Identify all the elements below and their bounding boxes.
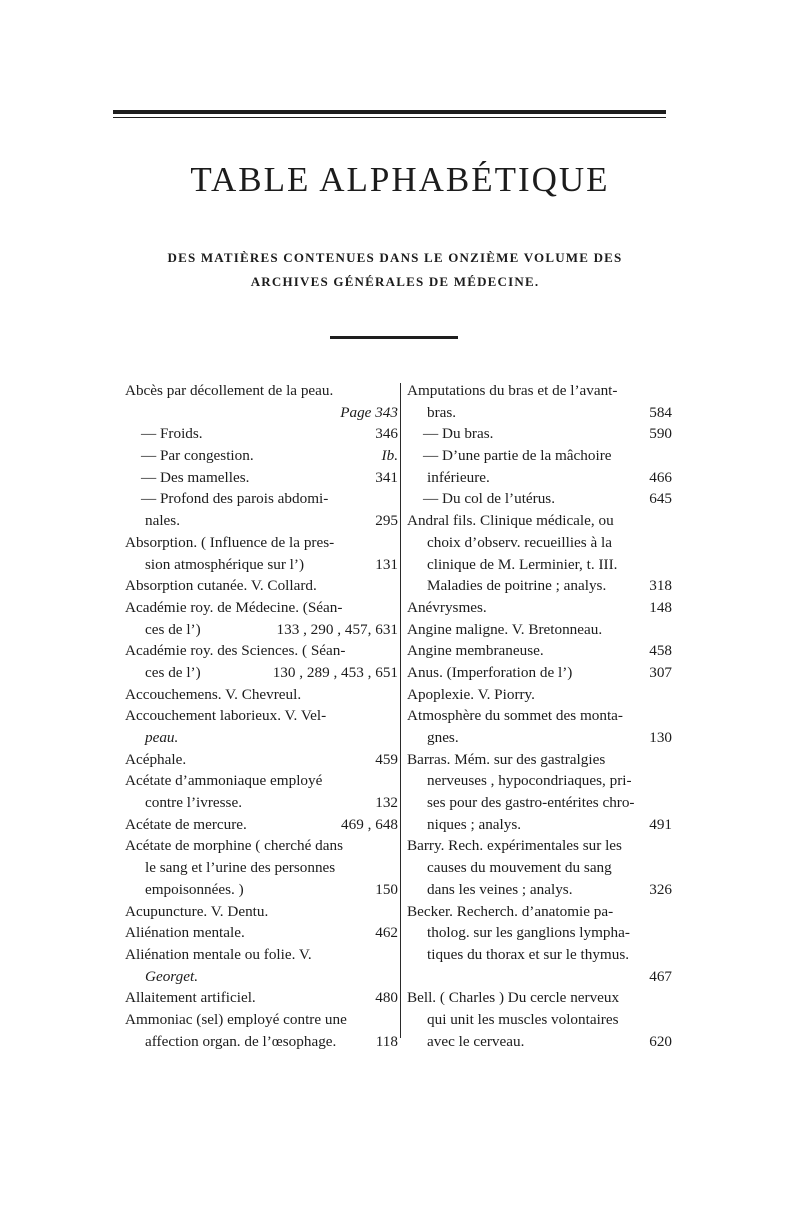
entry-text: Aliénation mentale. (125, 924, 245, 942)
entry-page: 148 (649, 598, 672, 616)
index-entry (407, 814, 672, 836)
index-entry (125, 510, 398, 532)
entry-text: Anus. (Imperforation de l’) (407, 663, 573, 681)
entry-page: 150 (375, 880, 398, 898)
index-entry (407, 1009, 672, 1031)
top-double-rule-thin (113, 117, 666, 118)
entry-page: 132 (375, 794, 398, 812)
entry-page: 469 , 648 (341, 815, 398, 833)
entry-text: Acétate d’ammoniaque employé (125, 772, 323, 790)
entry-text: Bell. ( Charles ) Du cercle nerveux (407, 989, 620, 1007)
index-entry (407, 879, 672, 901)
entry-page: Ib. (381, 447, 398, 465)
entry-text: Atmosphère du sommet des monta- (407, 707, 623, 725)
entry-text: dans les veines ; analys. (427, 880, 573, 898)
entry-text: Accouchemens. V. Chevreul. (125, 685, 302, 703)
page-title: TABLE ALPHABÉTIQUE (190, 160, 610, 199)
top-double-rule-thick (113, 110, 666, 114)
entry-text: ces de l’) (145, 620, 201, 638)
index-entry (407, 597, 672, 619)
entry-text: — Des mamelles. (141, 468, 250, 486)
entry-text: contre l’ivresse. (145, 794, 242, 812)
entry-page: 295 (375, 512, 398, 530)
index-entry (407, 662, 672, 684)
entry-text: Angine maligne. V. Bretonneau. (407, 620, 603, 638)
entry-page: 462 (375, 924, 398, 942)
index-entry (125, 488, 398, 510)
entry-page: 491 (649, 815, 672, 833)
entry-text: Amputations du bras et de l’avant- (407, 382, 618, 399)
entry-text: Acéphale. (125, 750, 187, 768)
entry-page: 130 , 289 , 453 , 651 (272, 663, 398, 681)
index-entry (407, 423, 672, 445)
entry-text: sion atmosphérique sur l’) (145, 555, 305, 573)
entry-page: 346 (375, 425, 398, 443)
entry-text: Académie roy. des Sciences. ( Séan- (125, 642, 346, 660)
entry-page: 318 (649, 577, 672, 595)
index-entry (407, 402, 672, 424)
entry-text: Acupuncture. V. Dentu. (125, 902, 269, 920)
entry-text: — Par congestion. (141, 447, 254, 465)
index-entry (407, 445, 672, 467)
entry-text: Absorption. ( Influence de la pres- (125, 533, 335, 551)
entry-page: 131 (375, 555, 398, 573)
index-entry (125, 554, 398, 576)
entry-page: 480 (375, 989, 398, 1007)
subtitle-line-2: ARCHIVES GÉNÉRALES DE MÉDECINE. (250, 274, 540, 289)
entry-text: gnes. (427, 729, 459, 746)
index-entry (125, 749, 398, 771)
entry-page: 130 (649, 729, 672, 746)
entry-text: — D’une partie de la mâchoire (423, 447, 612, 465)
entry-text: niques ; analys. (427, 815, 522, 833)
index-entry (407, 901, 672, 923)
index-column-right (407, 380, 672, 1052)
index-entry (125, 467, 398, 489)
index-entry (125, 987, 398, 1009)
entry-text: Allaitement artificiel. (125, 989, 256, 1007)
index-entry (407, 488, 672, 510)
entry-text: choix d’observ. recueillies à la (427, 533, 612, 551)
entry-text: empoisonnées. ) (145, 880, 244, 898)
entry-text: Académie roy. de Médecine. (Séan- (125, 598, 343, 616)
entry-text: Andral fils. Clinique médicale, ou (407, 512, 614, 530)
index-entry (125, 857, 398, 879)
index-entry (407, 966, 672, 988)
index-entry (407, 857, 672, 879)
entry-page: 326 (649, 880, 672, 898)
index-entry (407, 987, 672, 1009)
entry-text: affection organ. de l’œsophage. (145, 1032, 337, 1050)
entry-page: 466 (649, 468, 672, 486)
index-entry (407, 554, 672, 576)
entry-text: Apoplexie. V. Piorry. (407, 685, 535, 703)
index-entry (407, 792, 672, 814)
entry-text: Georget. (145, 967, 199, 985)
entry-page: 133 , 290 , 457, 631 (276, 620, 398, 638)
index-entry (407, 619, 672, 641)
entry-text: — Du bras. (423, 425, 494, 443)
index-entry (125, 640, 398, 662)
index-entry (407, 749, 672, 771)
index-entry (407, 770, 672, 792)
entry-text: Anévrysmes. (407, 598, 487, 616)
section-divider-rule (330, 336, 458, 339)
index-entry (125, 727, 398, 749)
entry-text: Abcès par décollement de la peau. (125, 382, 334, 399)
index-entry (125, 1031, 398, 1053)
index-entry (125, 944, 398, 966)
index-entry (125, 662, 398, 684)
index-entry (407, 640, 672, 662)
index-entry (125, 792, 398, 814)
index-entry (125, 619, 398, 641)
entry-text: Absorption cutanée. V. Collard. (125, 577, 317, 595)
index-entry (125, 966, 398, 988)
entry-text: inférieure. (427, 468, 490, 486)
page-subtitle (130, 246, 660, 294)
entry-text: bras. (427, 403, 457, 421)
entry-text: tiques du thorax et sur le thymus. (427, 945, 630, 963)
entry-text: — Profond des parois abdomi- (141, 490, 329, 508)
index-entry (125, 835, 398, 857)
index-entry (407, 835, 672, 857)
entry-text: le sang et l’urine des personnes (145, 859, 336, 877)
index-entry (125, 380, 398, 402)
entry-page: 458 (649, 642, 672, 660)
entry-text: Accouchement laborieux. V. Vel- (125, 707, 327, 725)
entry-page: 584 (649, 403, 672, 421)
entry-text: clinique de M. Lerminier, t. III. (427, 555, 618, 573)
entry-text: Acétate de mercure. (125, 815, 247, 833)
index-entry (407, 380, 672, 402)
index-entry (125, 575, 398, 597)
index-entry (125, 1009, 398, 1031)
entry-page: 467 (649, 967, 672, 985)
entry-text: tholog. sur les ganglions lympha- (427, 924, 630, 942)
index-entry (125, 445, 398, 467)
entry-text: Angine membraneuse. (407, 642, 544, 660)
index-entry (125, 814, 398, 836)
entry-text: Acétate de morphine ( cherché dans (125, 837, 344, 855)
entry-text: ces de l’) (145, 663, 201, 681)
index-entry (125, 423, 398, 445)
index-entry (125, 402, 398, 424)
entry-page: 645 (649, 490, 672, 508)
index-entry (407, 944, 672, 966)
index-entry (407, 684, 672, 706)
index-entry (407, 727, 672, 749)
entry-text: causes du mouvement du sang (427, 859, 612, 877)
entry-page: Page 343 (340, 403, 398, 421)
entry-page: 459 (375, 750, 398, 768)
entry-text: nales. (145, 512, 181, 530)
entry-text: ses pour des gastro-entérites chro- (427, 794, 635, 812)
index-column-left (125, 380, 398, 1052)
entry-text: peau. (145, 729, 179, 746)
entry-text: Becker. Recherch. d’anatomie pa- (407, 902, 614, 920)
entry-page: 307 (649, 663, 672, 681)
entry-text: avec le cerveau. (427, 1032, 525, 1050)
index-entry (125, 684, 398, 706)
entry-text: — Froids. (141, 425, 203, 443)
index-entry (407, 922, 672, 944)
entry-page: 620 (649, 1032, 672, 1050)
index-entry (125, 532, 398, 554)
index-entry (125, 922, 398, 944)
entry-page: 118 (375, 1032, 398, 1050)
entry-text: qui unit les muscles volontaires (427, 1010, 619, 1028)
index-entry (125, 705, 398, 727)
entry-text: Maladies de poitrine ; analys. (427, 577, 607, 595)
entry-text: Ammoniac (sel) employé contre une (125, 1010, 347, 1028)
entry-text: Barry. Rech. expérimentales sur les (407, 837, 622, 855)
subtitle-line-1: DES MATIÈRES CONTENUES DANS LE ONZIÈME VOLUME DES (167, 250, 623, 265)
entry-page: 341 (375, 468, 398, 486)
entry-page: 590 (649, 425, 672, 443)
entry-text: Barras. Mém. sur des gastralgies (407, 750, 606, 768)
entry-text: nerveuses , hypocondriaques, pri- (427, 772, 632, 790)
index-entry (407, 575, 672, 597)
index-entry (407, 532, 672, 554)
column-divider (400, 383, 401, 1038)
index-entry (407, 510, 672, 532)
index-entry (125, 597, 398, 619)
index-entry (125, 879, 398, 901)
index-entry (407, 705, 672, 727)
index-entry (125, 770, 398, 792)
entry-text: — Du col de l’utérus. (423, 490, 556, 508)
index-entry (407, 1031, 672, 1053)
entry-text: Aliénation mentale ou folie. V. (125, 945, 312, 963)
index-entry (125, 901, 398, 923)
index-entry (407, 467, 672, 489)
